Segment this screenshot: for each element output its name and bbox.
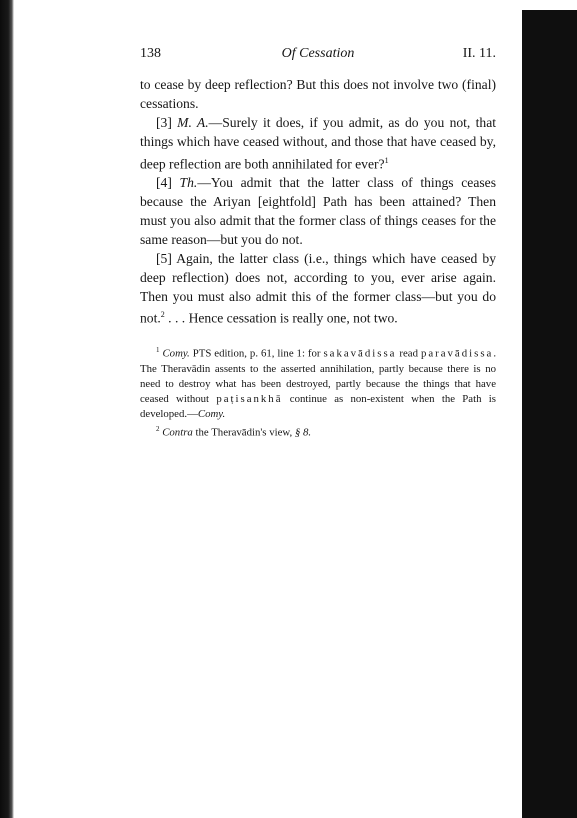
running-head bbox=[140, 46, 496, 66]
paragraph-number: [5] bbox=[156, 250, 172, 266]
running-title: Of Cessation bbox=[281, 46, 355, 61]
section-reference: II. 11. bbox=[462, 46, 496, 61]
footnotes bbox=[140, 343, 496, 441]
pali-term: paravādissa bbox=[420, 347, 494, 360]
paragraph-continuation: to cease by deep reflection? But this does not involve two (final) cessations. bbox=[140, 77, 496, 111]
footnote-number: 2 bbox=[156, 425, 160, 434]
footnote-marker: 2 bbox=[160, 310, 165, 320]
paragraph-3 bbox=[140, 114, 496, 174]
footnote-2: $^2$ Contra the Theravādin's view, § 8. bbox=[156, 425, 312, 440]
pali-term: paṭisankhā bbox=[216, 393, 283, 406]
body-text bbox=[140, 76, 496, 329]
footnote-1: $^1$ Comy. PTS edition, p. 61, line 1: for sakavādissa read paravādissa. The Theravādin assents to the asserted annihilation, partly because there is no need to destroy what has been destroyed, partly because the things that have ceased without paṭisankhā continue as non-existent when the Path is developed.—Comy. bbox=[140, 345, 497, 421]
speaker-label: Th. bbox=[179, 175, 198, 191]
paragraph-number: [3] bbox=[156, 114, 172, 130]
page-number: 138 bbox=[140, 46, 161, 61]
scan-shadow-left bbox=[0, 0, 14, 818]
pali-term: sakavādissa bbox=[323, 347, 397, 360]
paragraph-text-end: . . . Hence cessation is really one, not two. bbox=[164, 310, 398, 326]
scan-shadow-right bbox=[522, 8, 577, 818]
scan-margin-top-right bbox=[518, 0, 577, 10]
footnote-number: 1 bbox=[156, 345, 160, 354]
paragraph-text: Again, the latter class (i.e., things which have ceased by deep reflection) does not, according to you, ever arise again. Then you must also admit this of the former class—but you do not. bbox=[140, 250, 497, 326]
book-page bbox=[140, 46, 496, 441]
paragraph-text: —Surely it does, if you admit, as do you not, that things which have ceased without, and those that have ceased by, deep reflection are both annihilated for ever? bbox=[140, 114, 497, 172]
paragraph-5 bbox=[140, 250, 496, 329]
paragraph-number: [4] bbox=[156, 175, 172, 191]
footnote-marker: 1 bbox=[384, 155, 389, 165]
paragraph-text: —You admit that the latter class of things ceases because the Ariyan [eightfold] Path has been attained? Then must you also admit that the former class of things ceases for the same reason—but you do not. bbox=[140, 175, 496, 247]
paragraph-4 bbox=[140, 174, 496, 250]
speaker-label: M. A. bbox=[177, 114, 209, 130]
